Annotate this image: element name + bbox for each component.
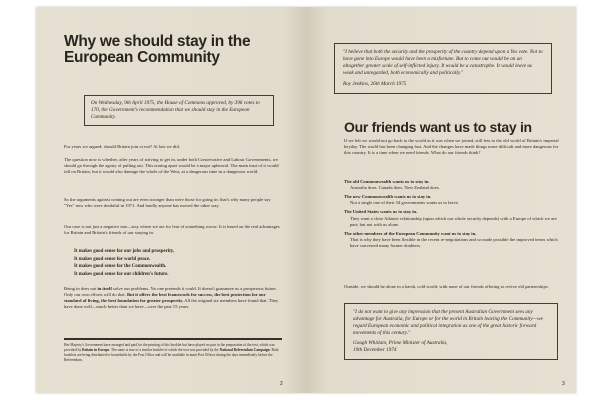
section-heading: The new Commonwealth wants us to stay in. [344, 194, 432, 200]
intro-paragraph: For years we argued: should Britain join or not? At last we did. [64, 144, 180, 149]
jenkins-quote-text: "I believe that both the security and the prosperity of the country depend upon a Yes vote. Not to have gone into Europe would have been a misfortune. But to come out would be on an altogether greater scale of self-inflicted injury. It would be a catastrophe. It would leave us weak and unregarded, both economically and politically." [343, 49, 543, 77]
page-number-left: 2 [280, 381, 283, 387]
left-page-title [64, 34, 250, 65]
whitlam-quote-author: Gough Whitlam, Prime Minister of Australia, [353, 340, 448, 347]
outside-paragraph: Outside, we should be alone in a harsh, cold world, with none of our friends offering to revive old partnerships. [344, 284, 549, 289]
section-body: They want a close Atlantic relationship (upon which our whole security depends) with a Europe of which we are part; but not with us alone. [350, 215, 557, 227]
booklet-spread [36, 7, 576, 393]
right-page-title: Our friends want us to stay in [344, 119, 532, 135]
list-item: It makes good sense for world peace. [74, 256, 151, 262]
case-paragraph: Our case is not just a negative one—stay where we are for fear of something worse. It is based on the real advantages for Britain and Britain's friends of our staying in. [64, 224, 280, 236]
section-body: Not a single one of their 34 governments wants us to leave. [350, 200, 459, 206]
page-number-right: 3 [562, 381, 565, 387]
right-page [306, 7, 576, 393]
jenkins-quote-box [334, 43, 552, 94]
commons-vote-text: On Wednesday, 9th April 1975, the House of Commons approved, by 396 votes to 170, the Government's recommendation that we should stay in the European Community. [91, 100, 260, 121]
footnote-divider [64, 338, 282, 340]
friends-intro-paragraph: If we left we would not go back to the world as it was when we joined, still less to the old world of Britain's imperial heyday. The world has been changing fast. And the changes have made things more difficult and more dangerous for this country. It is a time when we need friends. What do our friends think? [344, 138, 559, 156]
upheaval-paragraph: The question now is whether, after years of striving to get in, under both Conservative and Labour Governments, we should go through the agony of pulling out. This tearing apart would be a major upheaval. The main trust of it would fall on Britain, but it would also damage the whole of the West, at a dangerous time in a dangerous world. [64, 157, 279, 175]
arguments-paragraph: So the arguments against coming out are even stronger than were those for going in: that's why many people say "Yes" now who were doubtful in 1971. And hardly anyone has moved the other way. [64, 197, 271, 209]
list-item: It makes good sense for the Commonwealth. [74, 264, 167, 270]
friends-section [344, 209, 560, 227]
commons-vote-box [84, 95, 274, 126]
jenkins-quote-author: Roy Jenkins, 26th March 1975 [343, 81, 407, 88]
section-body: That is why they have been flexible in the recent re-negotiations and so made possible the improved terms which have converted many former doubters. [350, 236, 558, 248]
section-heading: The other members of the European Community want us to stay in. [344, 230, 477, 236]
whitlam-quote-box [344, 303, 558, 360]
being-in-paragraph: Being in does not in itself solve our problems. No one pretends it could. It doesn't guarantee us a prosperous future. Only our own efforts will do that. But it offers the best framework for success, the best protection for our standard of living, the best foundation for greater prosperity. All the original six members have found that. They have done well—much better than we have—over the past 15 years. [64, 286, 279, 310]
title-line-2: European Community [64, 48, 220, 66]
friends-section [344, 194, 560, 206]
section-body: Australia does. Canada does. New Zealand does. [350, 185, 440, 191]
whitlam-quote-date: 19th December 1974 [353, 347, 397, 354]
section-heading: The United States wants us to stay in. [344, 209, 418, 215]
section-heading: The old Commonwealth wants us to stay in. [344, 179, 430, 184]
list-item: It makes good sense for our jobs and prosperity. [74, 249, 175, 254]
friends-section [344, 179, 560, 191]
title-line-1: Why we should stay in the [64, 33, 251, 50]
friends-section [344, 231, 560, 249]
footnote-text: Her Majesty's Government have arranged and paid for the printing of this booklet but have played no part in the preparation of the text, which was provided by Britain in Europe. The same is true of a similar booklet of which the text was provided by the National Referendum Campaign. Both booklets are being distributed to households by the Post Office and will be available in main Post Offices during the days immediately before the Referendum. [64, 343, 279, 362]
whitlam-quote-text: "I do not want to give any impression that the present Australian Government sees any advantage for Australia, for Europe or for the world in Britain leaving the Community—we regard European economic and political integration as one of the great historic forward movements of this century." [353, 309, 543, 337]
left-page [36, 7, 306, 393]
friends-sections [344, 179, 560, 252]
good-sense-list [74, 248, 284, 278]
list-item: It makes good sense for our children's future. [74, 271, 169, 277]
